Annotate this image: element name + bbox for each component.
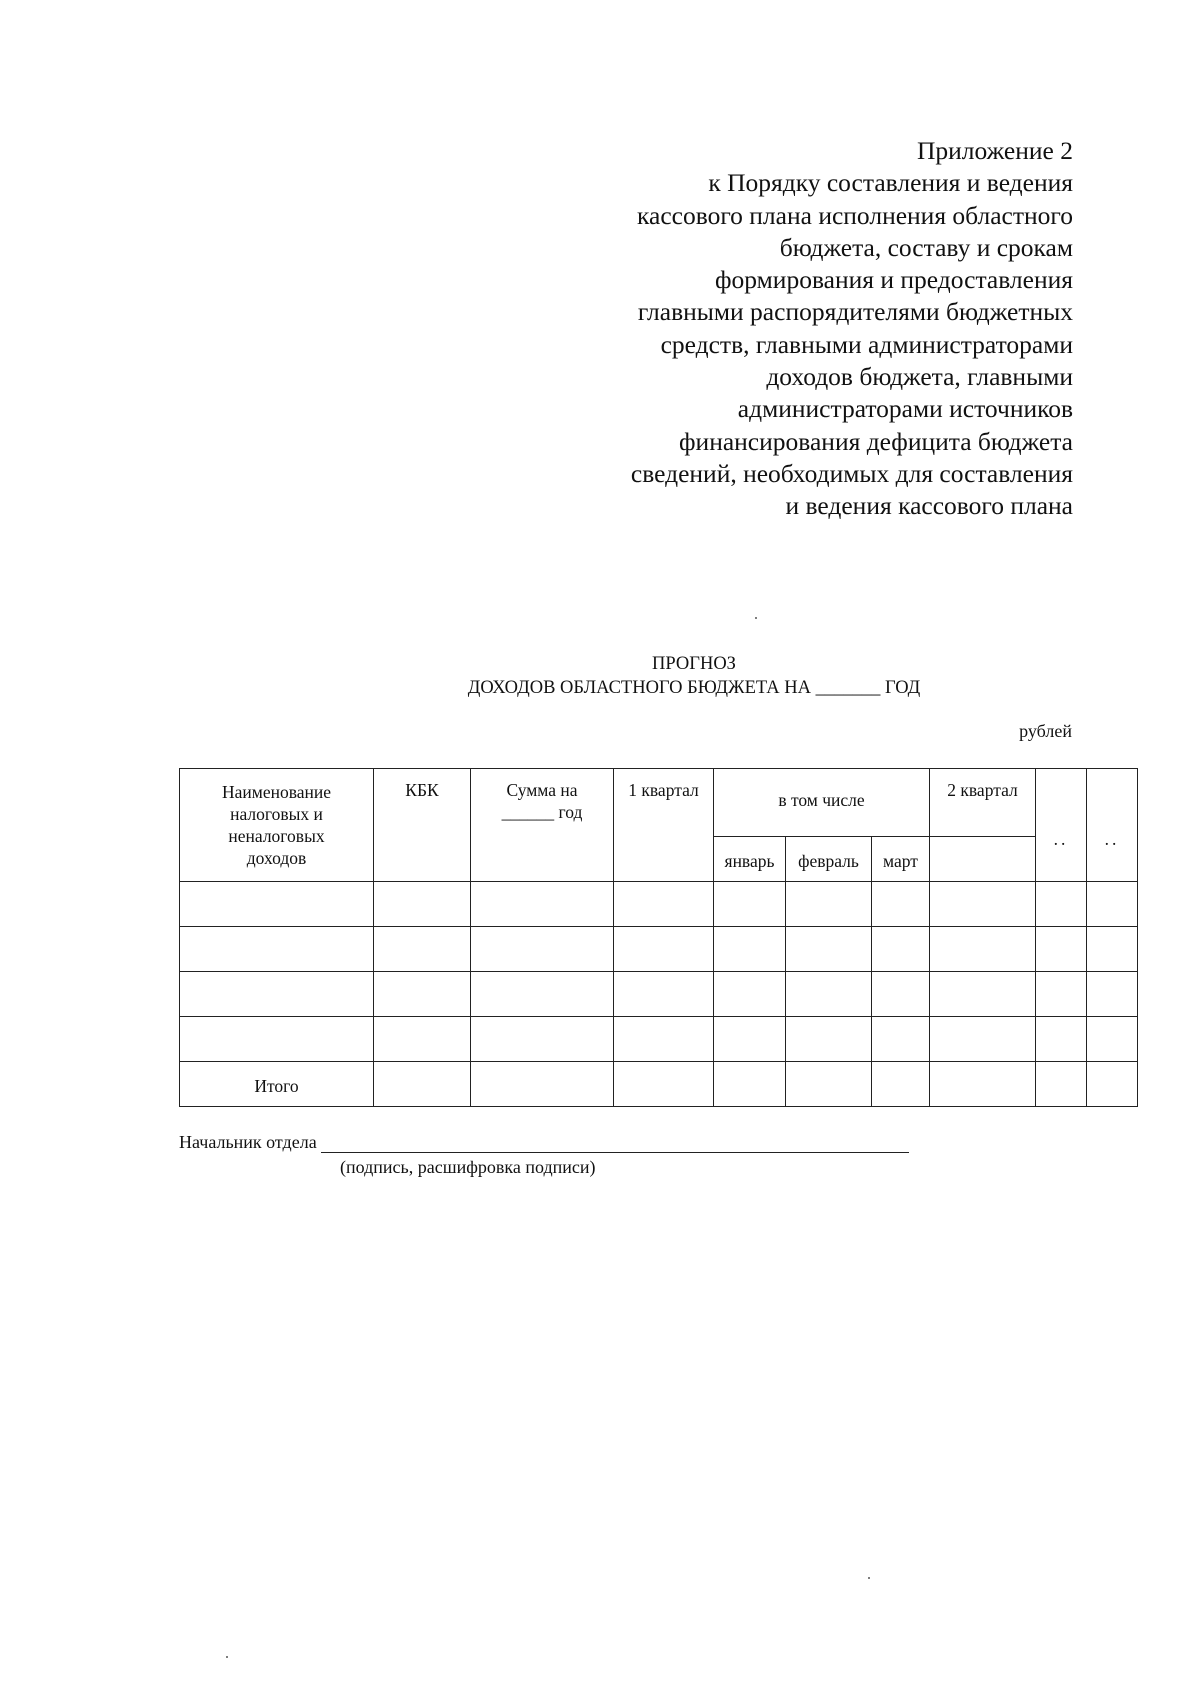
header-name-line: доходов <box>246 848 307 868</box>
appendix-block <box>513 135 1073 523</box>
title-line-1: ПРОГНОЗ <box>652 654 736 674</box>
signature-caption: (подпись, расшифровка подписи) <box>340 1157 596 1177</box>
appendix-line: формирования и предоставления <box>715 265 1073 295</box>
appendix-line: Приложение 2 <box>917 136 1073 165</box>
table-cell <box>872 1062 930 1107</box>
table-cell <box>786 972 872 1017</box>
table-cell <box>614 1017 714 1062</box>
table-cell <box>614 927 714 972</box>
table-cell <box>180 927 374 972</box>
table-cell <box>374 1017 471 1062</box>
header-name-cell <box>180 769 374 882</box>
table-cell <box>872 972 930 1017</box>
title-line-2: ДОХОДОВ ОБЛАСТНОГО БЮДЖЕТА НА _______ ГОД <box>467 678 921 698</box>
table-cell <box>930 927 1036 972</box>
header-sum-cell <box>471 769 614 882</box>
table-cell <box>471 927 614 972</box>
appendix-line: бюджета, составу и срокам <box>779 232 1073 262</box>
scan-speck <box>755 617 757 619</box>
table-cell <box>614 972 714 1017</box>
table-cell <box>374 927 471 972</box>
table-cell <box>1087 1062 1138 1107</box>
header-march: март <box>872 837 930 882</box>
table-cell <box>180 882 374 927</box>
table-cell <box>714 927 786 972</box>
table-cell <box>786 1017 872 1062</box>
header-ellipsis-2: .. <box>1087 769 1138 882</box>
table-cell <box>471 972 614 1017</box>
table-row <box>180 1017 1138 1062</box>
appendix-line: главными распорядителями бюджетных <box>637 297 1073 327</box>
table-cell <box>180 1017 374 1062</box>
header-sum-line: Сумма на <box>506 780 578 800</box>
table-cell <box>1087 882 1138 927</box>
table-cell <box>1036 1017 1087 1062</box>
table-cell <box>1087 1017 1138 1062</box>
table-cell <box>374 972 471 1017</box>
appendix-line: доходов бюджета, главными <box>766 362 1073 392</box>
table-cell <box>374 1062 471 1107</box>
header-kbk: КБК <box>374 769 471 882</box>
total-label: Итого <box>180 1062 374 1107</box>
table-cell <box>930 1062 1036 1107</box>
table-cell <box>374 882 471 927</box>
table-cell <box>1087 927 1138 972</box>
signature-line <box>321 1134 909 1153</box>
table-cell <box>930 1017 1036 1062</box>
table-cell <box>614 882 714 927</box>
table-cell <box>786 927 872 972</box>
signature-row <box>179 1131 909 1153</box>
appendix-line: и ведения кассового плана <box>785 491 1073 521</box>
table-cell <box>872 882 930 927</box>
table-cell <box>872 1017 930 1062</box>
header-ellipsis-1: .. <box>1036 769 1087 882</box>
appendix-line: администраторами источников <box>737 394 1073 424</box>
table-cell <box>786 882 872 927</box>
table-cell <box>614 1062 714 1107</box>
forecast-table <box>179 768 1138 1107</box>
table-row <box>180 882 1138 927</box>
table-cell <box>714 882 786 927</box>
table-cell <box>786 1062 872 1107</box>
signature-label: Начальник отдела <box>179 1132 317 1152</box>
table-cell <box>930 972 1036 1017</box>
table-cell <box>872 927 930 972</box>
table-row <box>180 927 1138 972</box>
header-q1: 1 квартал <box>614 769 714 882</box>
appendix-line: средств, главными администраторами <box>660 329 1073 359</box>
total-row <box>180 1062 1138 1107</box>
header-name-line: неналоговых <box>228 826 325 846</box>
table-row <box>180 972 1138 1017</box>
table-cell <box>180 972 374 1017</box>
table-cell <box>714 1062 786 1107</box>
header-name-line: налоговых и <box>230 804 323 824</box>
table-cell <box>1087 972 1138 1017</box>
header-row-1 <box>180 769 1138 837</box>
table-cell <box>1036 1062 1087 1107</box>
scan-speck <box>226 1656 228 1658</box>
appendix-line: финансирования дефицита бюджета <box>679 426 1073 456</box>
appendix-line: сведений, необходимых для составления <box>630 458 1073 488</box>
header-including: в том числе <box>714 769 930 837</box>
appendix-line: кассового плана исполнения областного <box>637 200 1073 230</box>
header-q2: 2 квартал <box>930 769 1036 837</box>
table-cell <box>930 882 1036 927</box>
table-cell <box>471 1017 614 1062</box>
header-february: февраль <box>786 837 872 882</box>
header-q2-empty <box>930 837 1036 882</box>
table-cell <box>1036 882 1087 927</box>
table-cell <box>714 972 786 1017</box>
units-label: рублей <box>1019 721 1072 741</box>
document-title <box>0 652 1200 700</box>
header-name-line: Наименование <box>221 782 332 802</box>
table-cell <box>471 1062 614 1107</box>
table-cell <box>1036 927 1087 972</box>
header-sum-line: ______ год <box>501 802 583 822</box>
appendix-line: к Порядку составления и ведения <box>708 168 1073 198</box>
table-cell <box>471 882 614 927</box>
header-january: январь <box>714 837 786 882</box>
scan-speck <box>868 1577 870 1579</box>
table-cell <box>714 1017 786 1062</box>
table-cell <box>1036 972 1087 1017</box>
